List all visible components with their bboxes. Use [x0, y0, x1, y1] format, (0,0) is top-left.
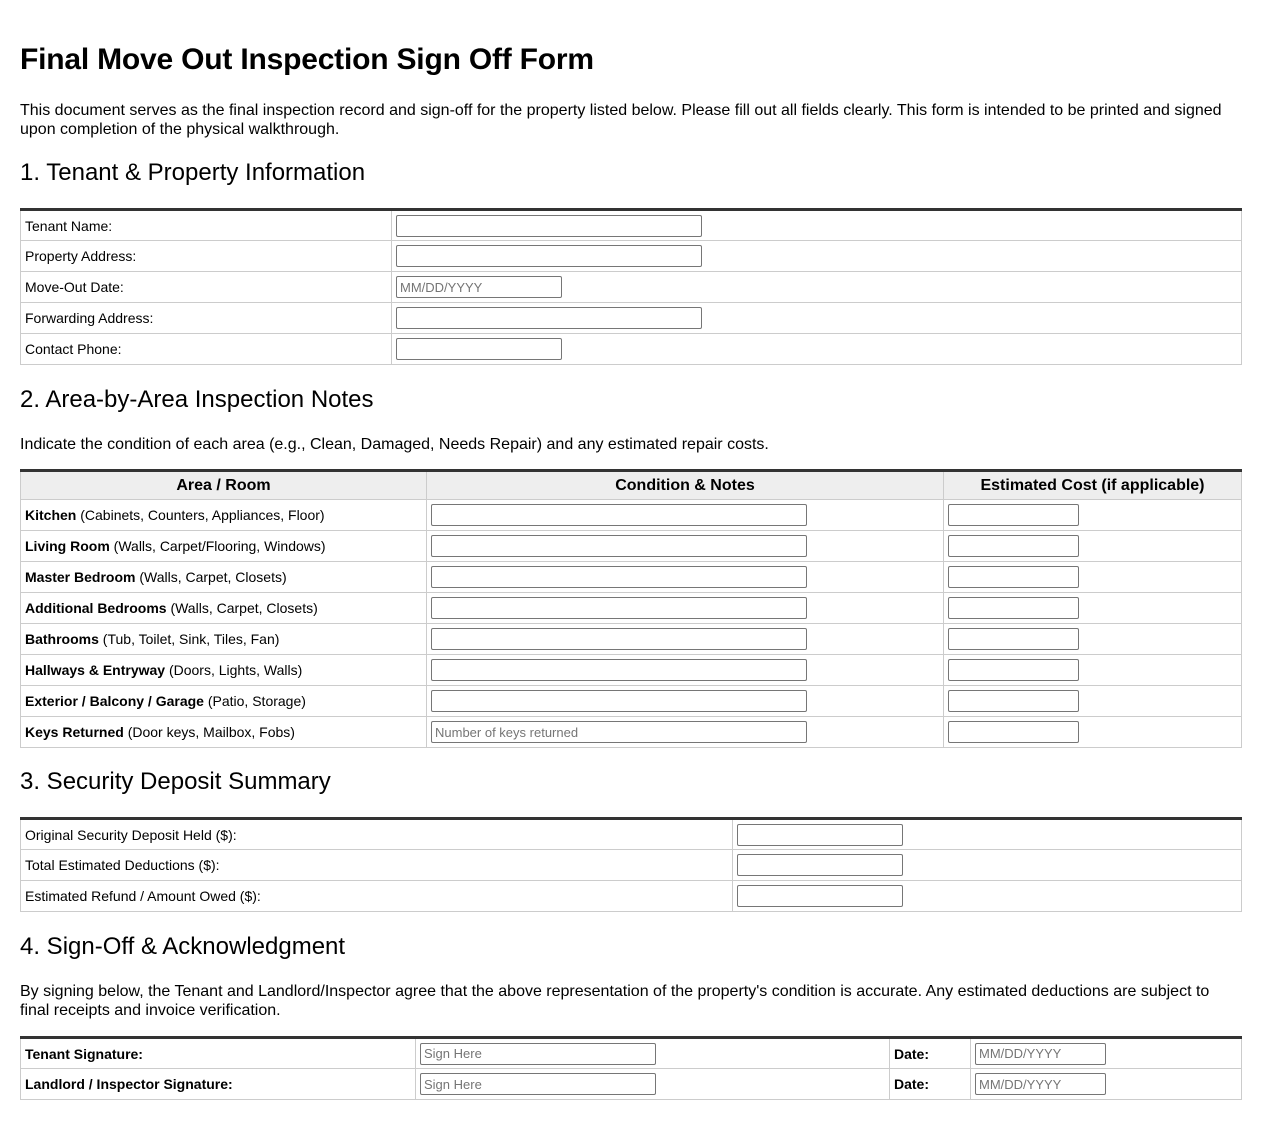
total-deductions-label: Total Estimated Deductions ($): — [21, 850, 733, 881]
table-row — [21, 210, 1242, 241]
section-3-heading: 3. Security Deposit Summary — [20, 768, 331, 795]
property-address-label: Property Address: — [21, 241, 392, 272]
landlord-signature-label: Landlord / Inspector Signature: — [21, 1069, 416, 1100]
signature-table — [20, 1036, 1242, 1100]
landlord-date-label: Date: — [890, 1069, 971, 1100]
tenant-date-input[interactable] — [975, 1043, 1106, 1065]
table-row — [21, 272, 1242, 303]
section-4-heading: 4. Sign-Off & Acknowledgment — [20, 933, 346, 960]
bathrooms-cost-input[interactable] — [948, 628, 1079, 650]
bathrooms-notes-input[interactable] — [431, 628, 807, 650]
table-row — [21, 334, 1242, 365]
area-detail: (Patio, Storage) — [203, 693, 306, 709]
table-row — [21, 1069, 1242, 1100]
master-bedroom-notes-input[interactable] — [431, 566, 807, 588]
move-out-date-input[interactable] — [396, 276, 562, 298]
intro-text: This document serves as the final inspection record and sign-off for the property listed below. Please fill out all fields clearly. This form is intended to be printed and signed upon completion of the physical walkthrough. — [20, 102, 1222, 138]
area-name: Exterior / Balcony / Garage — [25, 693, 204, 709]
area-name: Hallways & Entryway — [25, 662, 166, 678]
area-detail: (Cabinets, Counters, Appliances, Floor) — [76, 507, 325, 523]
table-row — [21, 624, 1242, 655]
additional-bedrooms-cost-input[interactable] — [948, 597, 1079, 619]
column-header-notes: Condition & Notes — [427, 471, 944, 500]
living-room-cost-input[interactable] — [948, 535, 1079, 557]
section-2-heading: 2. Area-by-Area Inspection Notes — [20, 386, 374, 413]
page-title: Final Move Out Inspection Sign Off Form — [20, 43, 594, 76]
table-header-row — [21, 471, 1242, 500]
section-1-heading: 1. Tenant & Property Information — [20, 159, 366, 186]
landlord-date-input[interactable] — [975, 1073, 1106, 1095]
contact-phone-label: Contact Phone: — [21, 334, 392, 365]
deposit-summary-table — [20, 817, 1242, 912]
kitchen-cost-input[interactable] — [948, 504, 1079, 526]
property-address-input[interactable] — [396, 245, 702, 267]
area-name: Kitchen — [25, 507, 77, 523]
table-row — [21, 686, 1242, 717]
area-name: Living Room — [25, 538, 110, 554]
landlord-signature-input[interactable] — [420, 1073, 656, 1095]
sign-off-statement: By signing below, the Tenant and Landlord/Inspector agree that the above representation of the property's condition is accurate. Any estimated deductions are subject to final receipts and invoice verification. — [20, 983, 1210, 1019]
exterior-notes-input[interactable] — [431, 690, 807, 712]
exterior-cost-input[interactable] — [948, 690, 1079, 712]
area-name: Bathrooms — [25, 631, 99, 647]
original-deposit-input[interactable] — [737, 824, 903, 846]
estimated-refund-label: Estimated Refund / Amount Owed ($): — [21, 881, 733, 912]
table-row — [21, 655, 1242, 686]
section-2-instructions: Indicate the condition of each area (e.g., Clean, Damaged, Needs Repair) and any estimated repair costs. — [20, 436, 769, 453]
table-row — [21, 850, 1242, 881]
area-detail: (Door keys, Mailbox, Fobs) — [123, 724, 295, 740]
column-header-area: Area / Room — [21, 471, 427, 500]
tenant-property-table — [20, 208, 1242, 365]
contact-phone-input[interactable] — [396, 338, 562, 360]
estimated-refund-input[interactable] — [737, 885, 903, 907]
kitchen-notes-input[interactable] — [431, 504, 807, 526]
additional-bedrooms-notes-input[interactable] — [431, 597, 807, 619]
total-deductions-input[interactable] — [737, 854, 903, 876]
area-detail: (Walls, Carpet/Flooring, Windows) — [109, 538, 326, 554]
area-name: Keys Returned — [25, 724, 124, 740]
area-detail: (Doors, Lights, Walls) — [165, 662, 303, 678]
table-row — [21, 500, 1242, 531]
tenant-name-label: Tenant Name: — [21, 210, 392, 241]
keys-returned-cost-input[interactable] — [948, 721, 1079, 743]
area-detail: (Walls, Carpet, Closets) — [166, 600, 318, 616]
table-row — [21, 1038, 1242, 1069]
tenant-name-input[interactable] — [396, 215, 702, 237]
area-name: Additional Bedrooms — [25, 600, 167, 616]
table-row — [21, 303, 1242, 334]
area-detail: (Tub, Toilet, Sink, Tiles, Fan) — [98, 631, 280, 647]
keys-returned-notes-input[interactable] — [431, 721, 807, 743]
original-deposit-label: Original Security Deposit Held ($): — [21, 819, 733, 850]
forwarding-address-label: Forwarding Address: — [21, 303, 392, 334]
table-row — [21, 717, 1242, 748]
table-row — [21, 881, 1242, 912]
area-detail: (Walls, Carpet, Closets) — [135, 569, 287, 585]
tenant-signature-input[interactable] — [420, 1043, 656, 1065]
tenant-signature-label: Tenant Signature: — [21, 1038, 416, 1069]
living-room-notes-input[interactable] — [431, 535, 807, 557]
table-row — [21, 562, 1242, 593]
tenant-date-label: Date: — [890, 1038, 971, 1069]
hallways-notes-input[interactable] — [431, 659, 807, 681]
table-row — [21, 593, 1242, 624]
move-out-date-label: Move-Out Date: — [21, 272, 392, 303]
table-row — [21, 531, 1242, 562]
forwarding-address-input[interactable] — [396, 307, 702, 329]
column-header-cost: Estimated Cost (if applicable) — [944, 471, 1242, 500]
area-name: Master Bedroom — [25, 569, 136, 585]
hallways-cost-input[interactable] — [948, 659, 1079, 681]
table-row — [21, 819, 1242, 850]
table-row — [21, 241, 1242, 272]
inspection-notes-table — [20, 469, 1242, 748]
master-bedroom-cost-input[interactable] — [948, 566, 1079, 588]
